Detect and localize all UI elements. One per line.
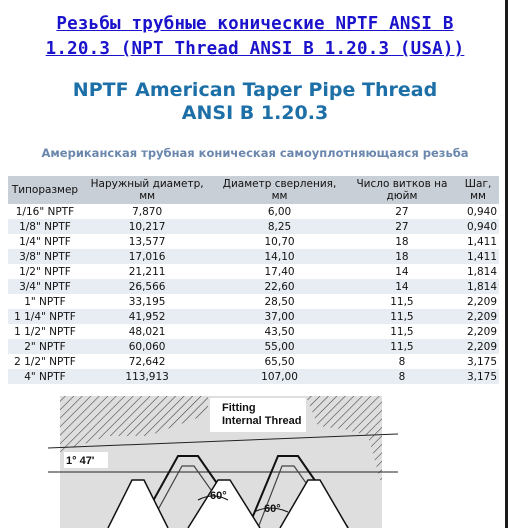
cell-threads-per-inch: 14 xyxy=(347,279,457,294)
cell-outer-diameter: 60,060 xyxy=(82,339,212,354)
table-row xyxy=(8,354,499,369)
section-heading-line-1: NPTF American Taper Pipe Thread xyxy=(72,79,438,101)
table-row xyxy=(8,339,499,354)
cell-threads-per-inch: 14 xyxy=(395,265,409,278)
thread-table xyxy=(8,176,499,384)
cell-pitch: 2,209 xyxy=(466,325,497,338)
cell-pitch: 1,411 xyxy=(457,249,499,264)
angle-label-left: 60° xyxy=(210,490,227,502)
cell-threads-per-inch: 8 xyxy=(347,369,457,384)
cell-size: 3/8" NPTF xyxy=(8,249,82,264)
cell-threads-per-inch: 18 xyxy=(347,249,457,264)
cell-size: 2 1/2" NPTF xyxy=(14,355,76,368)
cell-threads-per-inch: 18 xyxy=(395,235,409,248)
cell-drill-diameter: 28,50 xyxy=(264,295,295,308)
cell-outer-diameter: 33,195 xyxy=(128,295,166,308)
cell-pitch: 3,175 xyxy=(466,355,497,368)
cell-drill-diameter: 65,50 xyxy=(264,355,295,368)
cell-threads-per-inch: 8 xyxy=(398,355,406,368)
cell-pitch: 0,940 xyxy=(457,219,499,234)
cell-drill-diameter: 22,60 xyxy=(212,279,346,294)
cell-size: 3/4" NPTF xyxy=(8,279,82,294)
cell-outer-diameter: 113,913 xyxy=(82,369,212,384)
column-header-outer-diameter: Наружный диаметр, мм xyxy=(82,176,212,204)
table-row xyxy=(8,219,499,234)
thread-diagram xyxy=(48,396,408,528)
cell-outer-diameter: 72,642 xyxy=(128,355,166,368)
cell-size: 2" NPTF xyxy=(8,339,82,354)
cell-threads-per-inch: 27 xyxy=(347,219,457,234)
cell-size: 1/4" NPTF xyxy=(19,235,71,248)
cell-size: 1/2" NPTF xyxy=(19,265,71,278)
column-header-pitch: Шаг, мм xyxy=(457,176,499,204)
page-title-line-1[interactable]: Резьбы трубные конические NPTF ANSI B xyxy=(56,14,454,34)
cell-size: 1/8" NPTF xyxy=(8,219,82,234)
cell-drill-diameter: 17,40 xyxy=(264,265,295,278)
cell-outer-diameter: 48,021 xyxy=(128,325,166,338)
table-row xyxy=(8,324,499,339)
cell-outer-diameter: 17,016 xyxy=(82,249,212,264)
cell-size: 1/16" NPTF xyxy=(15,205,75,218)
table-row xyxy=(8,369,499,384)
cell-threads-per-inch: 27 xyxy=(395,205,409,218)
cell-outer-diameter: 26,566 xyxy=(82,279,212,294)
table-row xyxy=(8,249,499,264)
cell-pitch: 1,411 xyxy=(466,235,497,248)
cell-pitch: 1,814 xyxy=(457,279,499,294)
cell-pitch: 1,814 xyxy=(466,265,497,278)
diagram-label-internal-thread: Internal Thread xyxy=(222,415,302,427)
table-row xyxy=(8,234,499,249)
page-title-link[interactable] xyxy=(8,12,502,62)
cell-drill-diameter: 8,25 xyxy=(212,219,346,234)
cell-size: 1 1/4" NPTF xyxy=(8,309,82,324)
cell-size: 4" NPTF xyxy=(8,369,82,384)
table-row xyxy=(8,264,499,279)
cell-pitch: 0,940 xyxy=(466,205,497,218)
cell-drill-diameter: 107,00 xyxy=(212,369,346,384)
cell-pitch: 2,209 xyxy=(457,339,499,354)
section-subtitle: Американская трубная коническая самоуплотняющаяся резьба xyxy=(41,146,469,160)
column-header-threads-per-inch: Число витков на дюйм xyxy=(347,176,457,204)
cell-outer-diameter: 21,211 xyxy=(128,265,166,278)
cell-threads-per-inch: 11,5 xyxy=(390,295,414,308)
table-header-row xyxy=(8,176,499,204)
cell-outer-diameter: 7,870 xyxy=(132,205,163,218)
section-heading xyxy=(0,79,510,125)
table-body xyxy=(8,204,499,384)
table-row xyxy=(8,309,499,324)
table-row xyxy=(8,294,499,309)
section-heading-line-2: ANSI B 1.20.3 xyxy=(181,102,329,124)
cell-outer-diameter: 41,952 xyxy=(82,309,212,324)
taper-angle-label: 1° 47' xyxy=(66,455,95,467)
cell-outer-diameter: 10,217 xyxy=(82,219,212,234)
cell-drill-diameter: 43,50 xyxy=(264,325,295,338)
cell-pitch: 2,209 xyxy=(466,295,497,308)
page-title-line-2[interactable]: 1.20.3 (NPT Thread ANSI B 1.20.3 (USA)) xyxy=(45,39,465,59)
cell-outer-diameter: 13,577 xyxy=(128,235,166,248)
cell-threads-per-inch: 11,5 xyxy=(347,339,457,354)
cell-drill-diameter: 55,00 xyxy=(212,339,346,354)
cell-threads-per-inch: 11,5 xyxy=(347,309,457,324)
cell-drill-diameter: 14,10 xyxy=(212,249,346,264)
cell-size: 1" NPTF xyxy=(24,295,66,308)
cell-pitch: 3,175 xyxy=(457,369,499,384)
window-right-border xyxy=(505,0,508,528)
cell-drill-diameter: 10,70 xyxy=(264,235,295,248)
thread-table-container xyxy=(8,176,499,384)
column-header-drill-diameter: Диаметр сверления, мм xyxy=(212,176,346,204)
cell-threads-per-inch: 11,5 xyxy=(390,325,414,338)
table-row xyxy=(8,204,499,219)
diagram-label-fitting: Fitting xyxy=(222,402,256,414)
cell-size: 1 1/2" NPTF xyxy=(14,325,76,338)
cell-pitch: 2,209 xyxy=(457,309,499,324)
table-row xyxy=(8,279,499,294)
column-header-size: Типоразмер xyxy=(8,176,82,204)
cell-drill-diameter: 37,00 xyxy=(212,309,346,324)
angle-label-right: 60° xyxy=(264,503,281,515)
cell-drill-diameter: 6,00 xyxy=(267,205,292,218)
